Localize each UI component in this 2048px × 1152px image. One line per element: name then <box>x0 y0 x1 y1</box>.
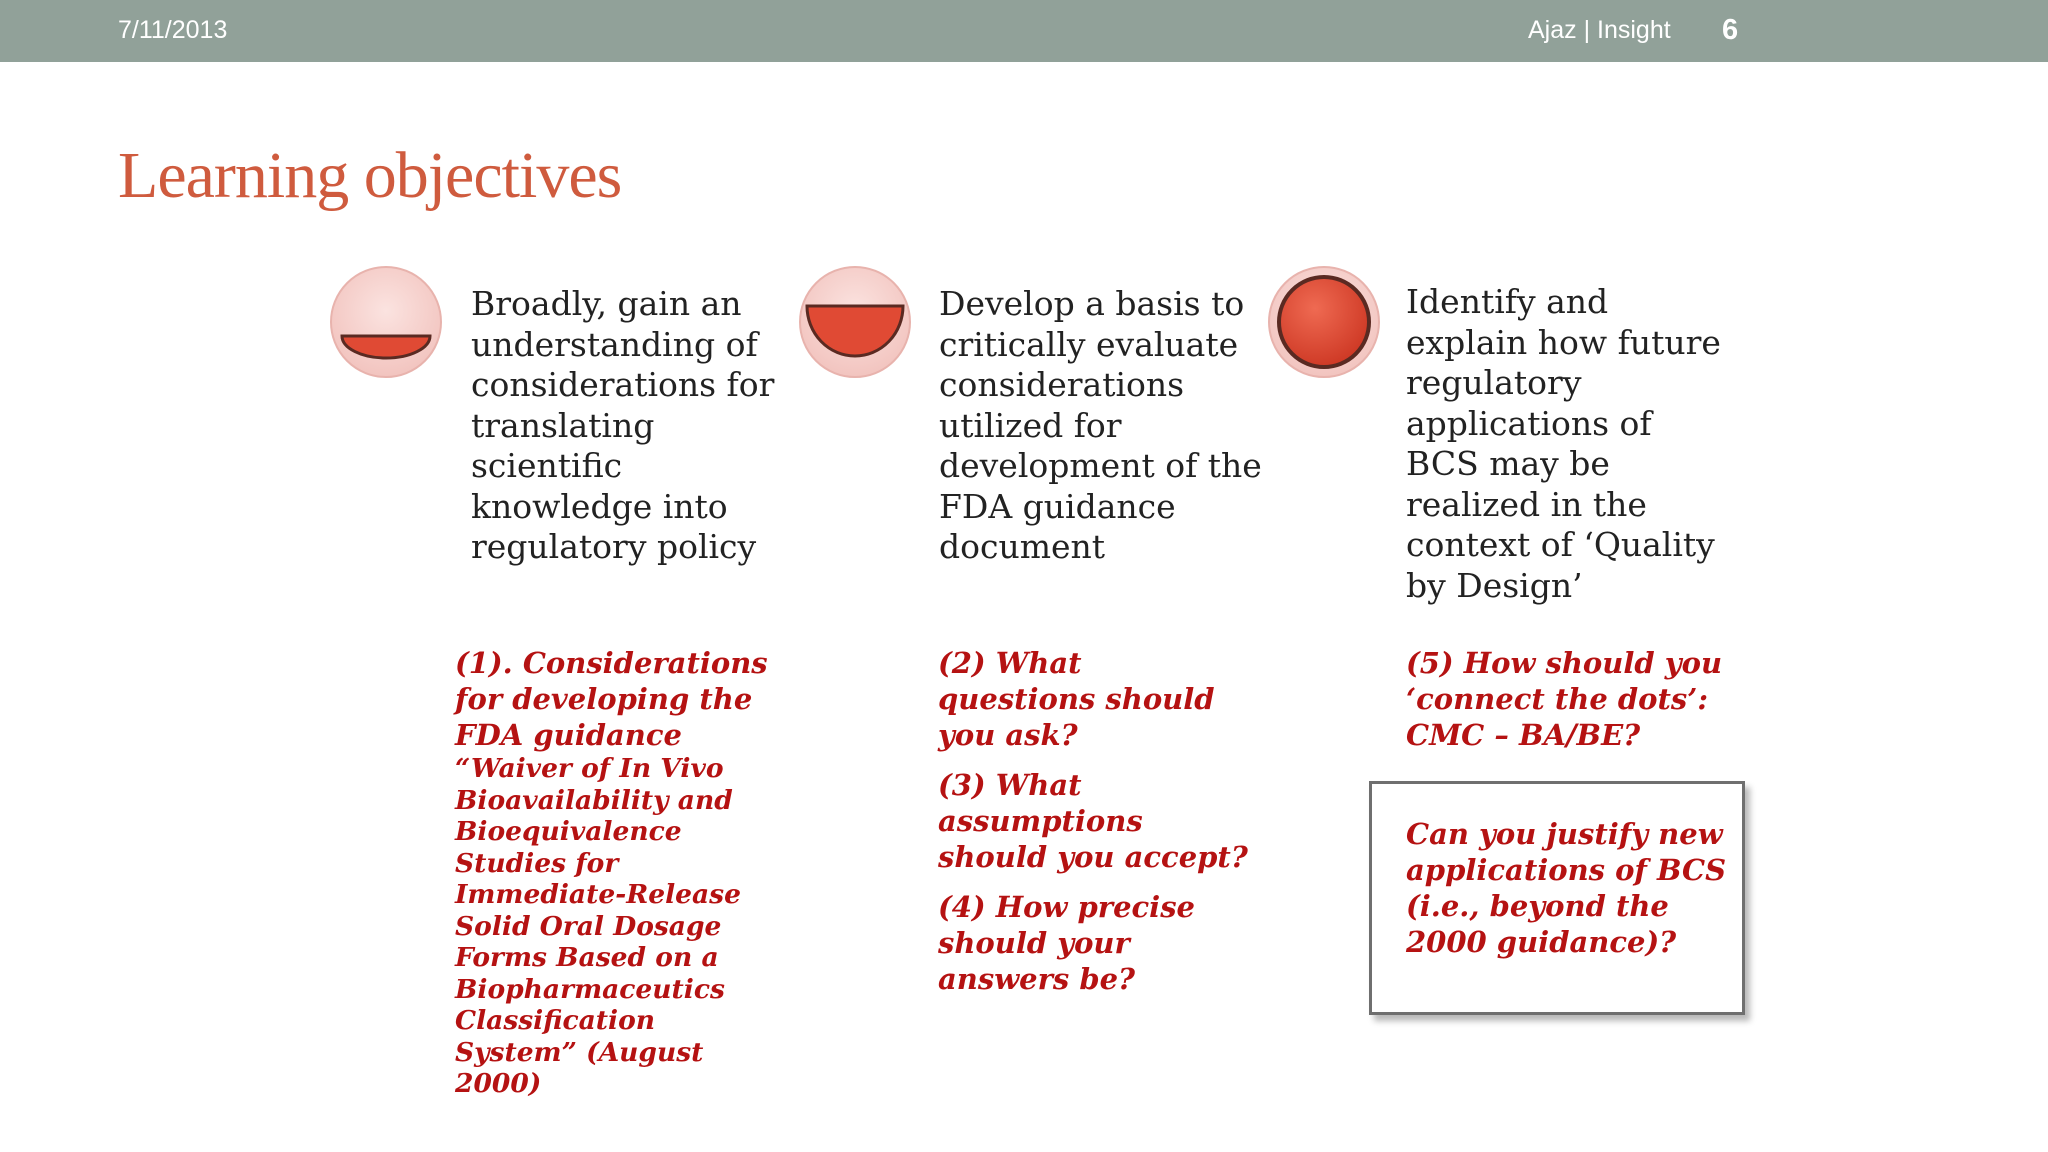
full-circle-icon <box>1266 264 1382 380</box>
objective-3: Identify and explain how future regulatory applications of BCS may be realized in the context of ‘Quality by Design’ <box>1406 282 1721 605</box>
questions-list <box>938 645 1248 997</box>
question-5: (5) How should you ‘connect the dots’: CMC – BA/BE? <box>1406 646 1723 752</box>
slide-title: Learning objectives <box>118 139 622 212</box>
slide-date: 7/11/2013 <box>118 16 228 44</box>
bowl-mostly-filled-icon <box>797 264 913 380</box>
callout-text: Can you justify new applications of BCS (i.e., beyond the 2000 guidance)? <box>1406 817 1727 959</box>
objective-1: Broadly, gain an understanding of considerations for translating scientific knowledge into regulatory policy <box>471 284 775 566</box>
page-number: 6 <box>1722 14 1739 46</box>
question-3: (3) What assumptions should you accept? <box>938 768 1248 874</box>
header-bar <box>0 0 2048 62</box>
slide-author: Ajaz | Insight <box>1528 16 1671 44</box>
question-1-heading: (1). Considerations for developing the FDA guidance <box>455 646 768 752</box>
guidance-citation: “Waiver of In Vivo Bioavailability and Bioequivalence Studies for Immediate-Release Solid Oral Dosage Forms Based on a Biopharmaceutics Classification System” (August 2000) <box>455 753 741 1099</box>
question-2: (2) What questions should you ask? <box>938 646 1215 752</box>
question-4: (4) How precise should your answers be? <box>938 890 1195 996</box>
objective-2: Develop a basis to critically evaluate considerations utilized for development of the FDA guidance document <box>939 284 1262 566</box>
bowl-partly-filled-icon <box>328 264 444 380</box>
callout-box <box>1369 781 1745 1015</box>
question-1-block <box>455 645 770 1100</box>
